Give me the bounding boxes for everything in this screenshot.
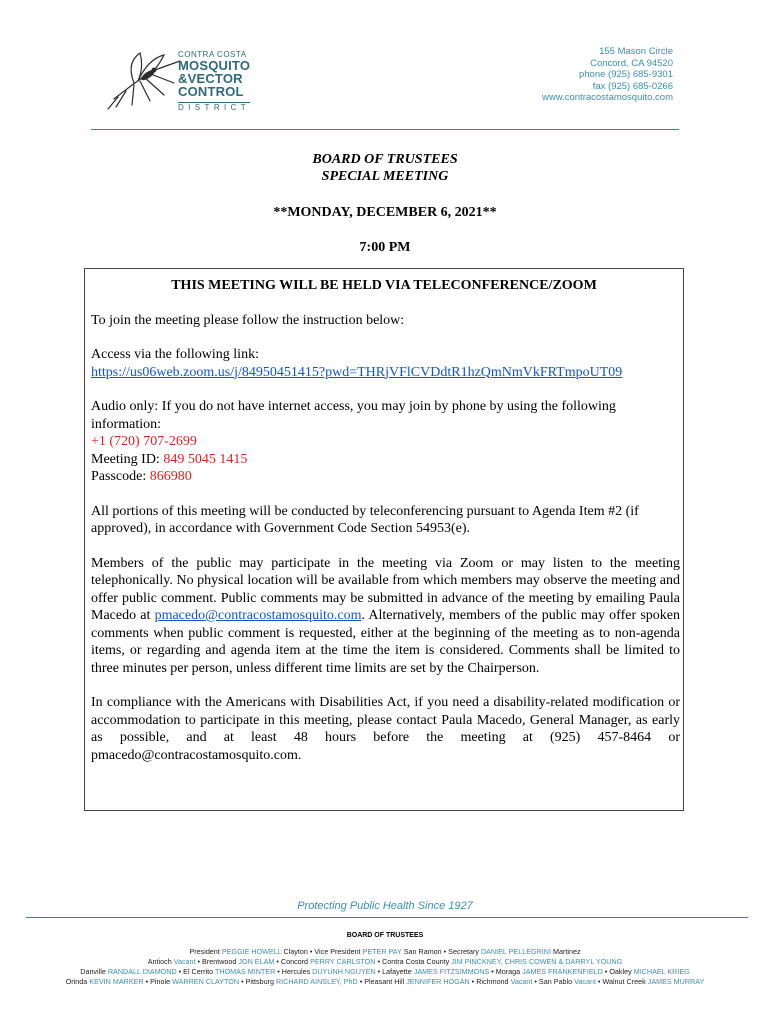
trustee-role-text: • Pinole — [143, 977, 173, 986]
footer-divider — [26, 917, 748, 918]
notice-title: THIS MEETING WILL BE HELD VIA TELECONFERENCE/ZOOM — [171, 278, 597, 293]
contact-phone: phone (925) 685-9301 — [578, 69, 673, 80]
meeting-heading — [0, 151, 770, 185]
trustee-name: JENNIFER HOGAN — [406, 977, 470, 986]
trustee-role-text: • Concord — [274, 957, 311, 966]
trustee-name: JAMES MURRAY — [647, 977, 705, 986]
trustee-role-text: • El Cerrito — [176, 967, 215, 976]
header-divider — [91, 129, 679, 130]
teleconference-notice — [84, 268, 684, 811]
trustee-role-text: • Hercules — [275, 967, 313, 976]
logo-wordmark — [178, 51, 250, 114]
trustee-name: WARREN CLAYTON — [172, 977, 240, 986]
logo-line-5: DISTRICT — [178, 103, 251, 112]
trustee-role-text: San Ramon • Secretary — [401, 947, 481, 956]
dial-in-number[interactable]: +1 (720) 707-2699 — [91, 434, 197, 449]
trustee-name: THOMAS MINTER — [215, 967, 276, 976]
meeting-id-label: Meeting ID: — [91, 451, 164, 467]
meeting-date: **MONDAY, DECEMBER 6, 2021** — [273, 205, 497, 220]
trustee-role-text: Danville — [80, 967, 108, 976]
passcode-label: Passcode: — [91, 469, 150, 484]
trustees-line-3 — [0, 967, 770, 976]
trustee-name: PEGGIE HOWELL — [221, 947, 282, 956]
public-text-part-1: Members of the public may participate in the meeting via Zoom or may listen to the meeting telephonically. No physical location will be available from which members may observe the meeting and offer public comment. Public comments may be submitted in advance of the meeting by emailing Paula Macedo at — [91, 555, 680, 623]
trustee-role-text: • Walnut Creek — [595, 977, 648, 986]
audio-instructions: Audio only: If you do not have internet access, you may join by phone by using the following information: — [91, 399, 616, 432]
teleconference-authority: All portions of this meeting will be conducted by teleconferencing pursuant to Agenda Item #2 (if approved), in accordance with Government Code Section 54953(e). — [91, 503, 639, 536]
trustee-role-text: Antioch — [147, 957, 174, 966]
trustee-role-text: • Pleasant Hill — [357, 977, 407, 986]
logo-line-2: MOSQUITO — [178, 58, 251, 73]
logo-line-3: &VECTOR — [178, 71, 243, 86]
trustee-name: Vacant — [574, 977, 596, 986]
public-participation — [91, 555, 683, 678]
trustee-name: MICHAEL KRIEG — [633, 967, 690, 976]
trustee-role-text: • Oakley — [602, 967, 634, 976]
access-label: Access via the following link: — [91, 347, 259, 362]
trustee-role-text: • Richmond — [469, 977, 511, 986]
trustee-name: Vacant — [173, 957, 196, 966]
trustee-name: PERRY CARLSTON — [310, 957, 376, 966]
contact-address: 155 Mason Circle — [599, 46, 673, 57]
trustee-role-text: • Lafayette — [375, 967, 414, 976]
public-text-part-2: . Alternatively, members of the public may offer spoken comments when public comment is requested, either at the beginning of the meeting as to non-agenda items, or regarding and agenda item at the time the item is considered. Comments shall be limited to three minutes per person, unless different time limits are set by the Chairperson. — [91, 608, 680, 676]
logo-line-1: CONTRA COSTA — [178, 50, 247, 59]
board-title: BOARD OF TRUSTEES — [312, 152, 458, 167]
trustee-name: JON ELAM — [238, 957, 275, 966]
trustees-line-1 — [0, 947, 770, 956]
district-logo — [104, 47, 254, 111]
trustee-role-text: • Contra Costa County — [375, 957, 452, 966]
passcode-value: 866980 — [149, 469, 192, 484]
trustee-role-text: Orinda — [65, 977, 90, 986]
trustee-name: RANDALL DIAMOND — [107, 967, 177, 976]
meeting-id-value: 849 5045 1415 — [163, 451, 248, 467]
trustee-name: JAMES FRANKENFIELD — [522, 967, 603, 976]
contact-website[interactable]: www.contracostamosquito.com — [542, 92, 673, 103]
trustee-name: DANIEL PELLEGRINI — [480, 947, 551, 956]
trustee-name: Vacant — [510, 977, 533, 986]
trustees-line-4 — [0, 977, 770, 986]
mosquito-icon — [104, 47, 184, 111]
contact-fax: fax (925) 685-0266 — [592, 80, 673, 92]
join-instructions: To join the meeting please follow the instruction below: — [91, 312, 405, 328]
trustee-role-text: • Brentwood — [195, 957, 239, 966]
zoom-link[interactable]: https://us06web.zoom.us/j/84950451415?pwd=THRjVFlCVDdtR1hzQmNmVkFRTmpoUT09 — [91, 364, 623, 380]
trustee-name: RICHARD AINSLEY, PhD — [275, 977, 358, 986]
trustee-name: DUYUNH NGUYEN — [312, 967, 376, 976]
trustee-name: JIM PINCKNEY, CHRIS COWEN & DARRYL YOUNG — [451, 957, 623, 966]
contact-city: Concord, CA 94520 — [590, 57, 673, 69]
trustee-role-text: Clayton • Vice President — [281, 947, 363, 956]
trustee-role-text: • San Pablo — [532, 977, 575, 986]
meeting-id-line — [91, 451, 683, 469]
trustee-role-text: • Moraga — [489, 967, 523, 976]
trustee-role-text: Martinez — [550, 947, 581, 956]
trustee-name: JAMES FITZSIMMONS — [413, 967, 490, 976]
meeting-time: 7:00 PM — [359, 240, 411, 255]
public-comment-email[interactable]: pmacedo@contracostamosquito.com — [154, 608, 362, 623]
footer-tagline: Protecting Public Health Since 1927 — [297, 900, 473, 912]
trustee-name: KEVIN MARKER — [89, 977, 144, 986]
contact-block — [542, 46, 673, 104]
trustee-role-text: President — [189, 947, 222, 956]
logo-line-4: CONTROL — [178, 84, 244, 99]
passcode-line — [91, 468, 683, 486]
ada-notice: In compliance with the Americans with Disabilities Act, if you need a disability-related modification or accommodation to participate in this meeting, please contact Paula Macedo, General Manager, as early as possible, and at least 48 hours before the meeting at (925) 457-8464 or pmacedo@contracostamosquito.com. — [91, 695, 680, 763]
footer-board-title: BOARD OF TRUSTEES — [346, 932, 424, 939]
meeting-type: SPECIAL MEETING — [321, 169, 449, 184]
trustee-name: PETER PAY — [362, 947, 402, 956]
trustee-role-text: • Pittsburg — [239, 977, 276, 986]
trustees-line-2 — [0, 957, 770, 966]
